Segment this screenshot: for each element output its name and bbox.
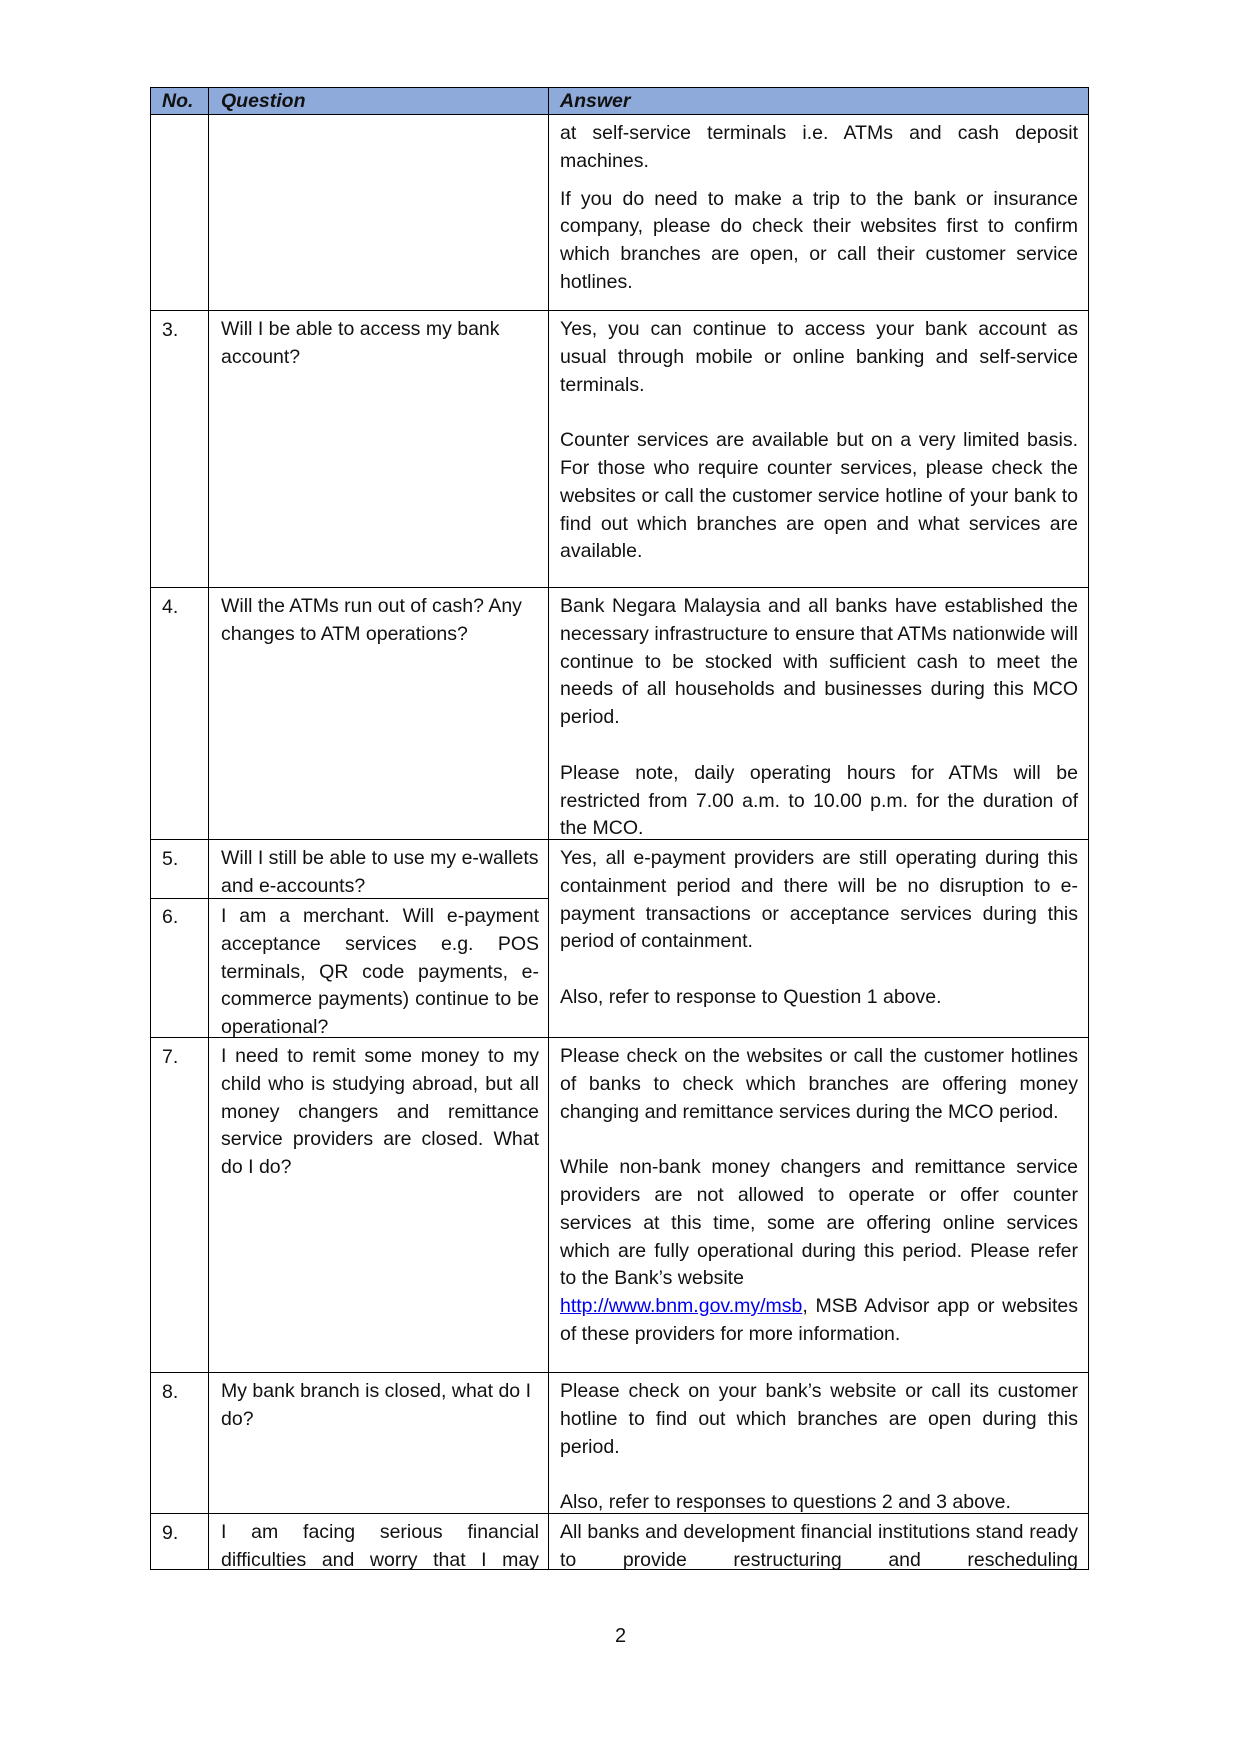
row-number: 8.	[151, 1373, 209, 1513]
row-question: Will I be able to access my bank account?	[209, 311, 549, 587]
answer-paragraph: Please check on your bank’s website or call its customer hotline to find out which branches are open during this period.	[560, 1380, 1078, 1458]
row-answer-shared	[549, 840, 1088, 1037]
table-row-continuation	[151, 114, 1088, 310]
answer-paragraph: Also, refer to response to Question 1 above.	[560, 985, 942, 1008]
header-question: Question	[209, 88, 549, 114]
row-number: 5.	[162, 848, 179, 870]
answer-paragraph: All banks and development financial institutions stand ready to provide restructuring and rescheduling	[560, 1521, 1078, 1569]
table-row	[151, 1372, 1088, 1513]
answer-paragraph: Also, refer to responses to questions 2 and 3 above.	[560, 1491, 1011, 1514]
row-answer	[549, 115, 1088, 310]
table-row	[151, 310, 1088, 587]
answer-paragraph: While non-bank money changers and remittance service providers are not allowed to operate or offer counter services at this time, some are offering online services which are fully operational during this period. Please refer to the Bank’s website	[560, 1156, 1078, 1290]
row-question: I am a merchant. Will e-payment acceptance services e.g. POS terminals, QR code payments, e-commerce payments) continue to be operational?	[221, 905, 539, 1039]
answer-paragraph: Yes, all e-payment providers are still operating during this containment period and there will be no disruption to e-payment transactions or acceptance services during this period of containment.	[560, 847, 1078, 953]
answer-paragraph: Yes, you can continue to access your bank account as usual through mobile or online banking and self-service terminals.	[560, 318, 1078, 396]
row-answer	[549, 311, 1088, 587]
row-question: Will the ATMs run out of cash? Any changes to ATM operations?	[209, 588, 549, 839]
header-no: No.	[151, 88, 209, 114]
header-answer: Answer	[560, 90, 631, 112]
table-row	[151, 1513, 1088, 1569]
answer-paragraph: Counter services are available but on a very limited basis. For those who require counter services, please check the websites or call the customer service hotline of your bank to find out which branches are open and what services are available.	[560, 429, 1078, 563]
answer-paragraph: If you do need to make a trip to the bank or insurance company, please do check their websites first to confirm which branches are open, or call their customer service hotlines.	[560, 187, 1078, 293]
row-number: 6.	[162, 906, 179, 928]
row-number: 4.	[151, 588, 209, 839]
row-number	[151, 115, 209, 310]
table-header-row	[151, 88, 1088, 114]
answer-paragraph: Please check on the websites or call the customer hotlines of banks to check which branches are offering money changing and remittance services during the MCO period.	[560, 1045, 1078, 1123]
row-question: I need to remit some money to my child who is studying abroad, but all money changers and remittance service providers are closed. What do I do?	[209, 1038, 549, 1372]
row-numbers	[151, 840, 209, 1037]
faq-table	[150, 87, 1089, 1570]
row-question: My bank branch is closed, what do I do?	[209, 1373, 549, 1513]
row-number: 3.	[151, 311, 209, 587]
row-answer	[549, 1373, 1088, 1513]
answer-paragraph: Please note, daily operating hours for ATMs will be restricted from 7.00 a.m. to 10.00 p.m. for the duration of the MCO.	[560, 761, 1078, 840]
row-number: 9.	[151, 1514, 209, 1569]
table-row	[151, 587, 1088, 839]
answer-paragraph: at self-service terminals i.e. ATMs and cash deposit machines.	[560, 122, 1078, 172]
table-row-group-5-6	[151, 839, 1088, 1037]
row-questions	[209, 840, 549, 1037]
answer-text-after-link: , MSB Advisor app or websites of these providers for more information.	[560, 1295, 1078, 1345]
row-question: Will I still be able to use my e-wallets and e-accounts?	[221, 847, 539, 897]
table-row	[151, 1037, 1088, 1372]
row-number: 7.	[151, 1038, 209, 1372]
row-question	[209, 115, 549, 310]
answer-paragraph: Bank Negara Malaysia and all banks have established the necessary infrastructure to ensure that ATMs nationwide will continue to be stocked with sufficient cash to meet the needs of all households and businesses during this MCO period.	[560, 595, 1078, 729]
bnm-msb-link[interactable]: http://www.bnm.gov.my/msb	[560, 1295, 803, 1318]
page-number: 2	[614, 1625, 627, 1647]
row-answer	[549, 1514, 1088, 1569]
row-answer	[549, 588, 1088, 839]
row-question: I am facing serious financial difficulties and worry that I may	[209, 1514, 549, 1569]
row-answer	[549, 1038, 1088, 1372]
